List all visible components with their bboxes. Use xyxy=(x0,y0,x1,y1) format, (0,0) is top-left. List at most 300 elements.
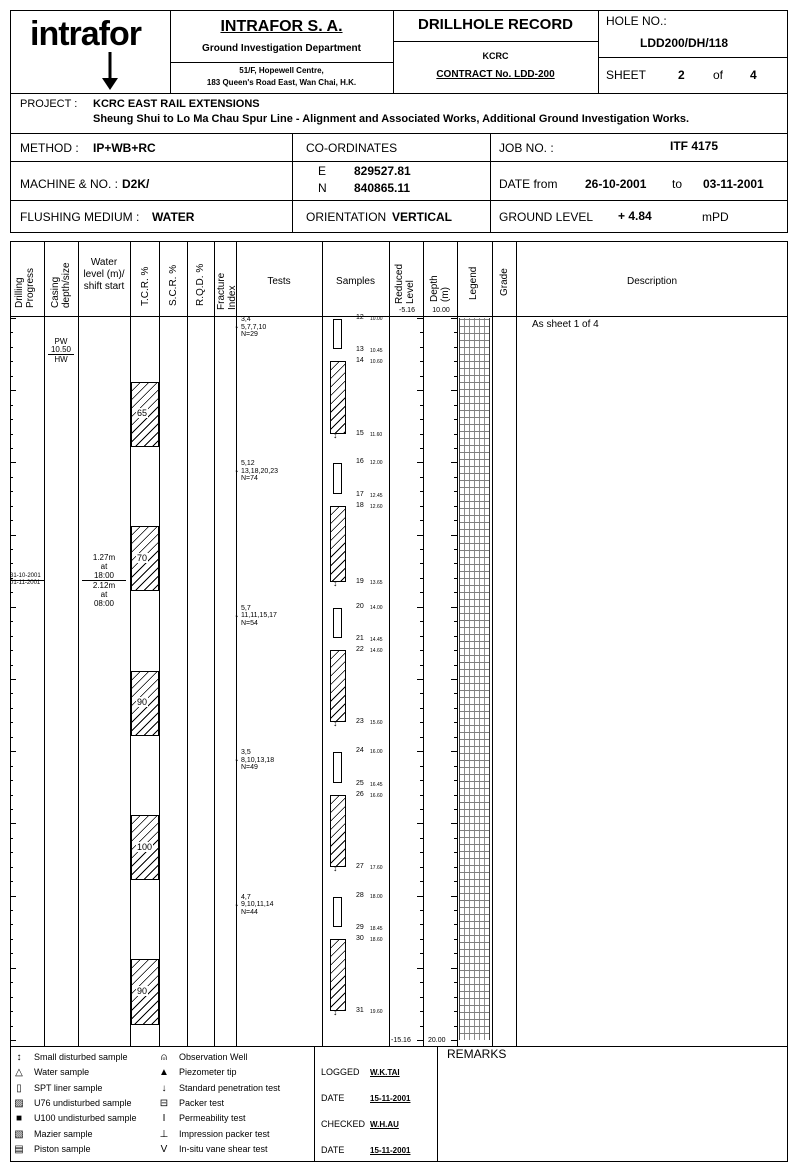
spt-line: 5,7,7,10 xyxy=(241,323,267,331)
water-level-2: 2.12m at 08:00 xyxy=(92,581,116,608)
depth-tick xyxy=(10,780,13,781)
small-disturbed-sample-icon: ↕ xyxy=(333,429,338,440)
depth-tick xyxy=(420,549,423,550)
sample-number: 16 xyxy=(356,458,364,466)
depth-tick xyxy=(420,405,423,406)
company-name: INTRAFOR S. A. xyxy=(220,18,343,35)
depth-tick xyxy=(10,506,13,507)
logged-label: LOGGED xyxy=(321,1067,360,1077)
depth-tick xyxy=(454,636,457,637)
ground-level-value: + 4.84 xyxy=(618,209,652,223)
depth-tick xyxy=(454,838,457,839)
depth-tick xyxy=(454,867,457,868)
key-label: Standard penetration test xyxy=(179,1082,281,1093)
key-item xyxy=(157,1052,247,1063)
key-item xyxy=(12,1113,137,1124)
method-label: METHOD : xyxy=(20,141,79,155)
date-from: 26-10-2001 xyxy=(585,177,647,191)
spt-line: N=74 xyxy=(241,475,258,483)
depth-tick xyxy=(420,795,423,796)
ground-level-unit: mPD xyxy=(702,210,729,224)
hole-no: LDD200/DH/118 xyxy=(640,36,729,50)
depth-tick xyxy=(454,376,457,377)
depth-tick xyxy=(451,318,457,319)
depth-tick xyxy=(10,795,13,796)
depth-tick xyxy=(451,390,457,391)
address-line-1: 51/F, Hopewell Centre, xyxy=(239,66,324,75)
spt-arrow-icon: ↓ xyxy=(234,319,240,331)
project-name: KCRC EAST RAIL EXTENSIONS xyxy=(93,98,260,110)
depth-tick xyxy=(420,1026,423,1027)
depth-tick xyxy=(10,636,13,637)
job-no-label: JOB NO. : xyxy=(499,141,554,155)
depth-tick xyxy=(420,665,423,666)
depth-tick xyxy=(420,809,423,810)
job-no: ITF 4175 xyxy=(670,139,719,153)
depth-tick xyxy=(10,491,13,492)
sample-depth: 12.00 xyxy=(370,460,383,467)
col-tcr: T.C.R. % xyxy=(140,266,151,306)
small-disturbed-sample-icon: ↕ xyxy=(333,577,338,588)
sample-depth: 12.60 xyxy=(370,503,383,510)
depth-tick xyxy=(420,520,423,521)
depth-tick xyxy=(417,968,423,969)
spt-line: 5,7 xyxy=(241,604,251,612)
sample-depth: 16.60 xyxy=(370,792,383,799)
key-item xyxy=(157,1144,268,1155)
machine-label: MACHINE & NO. : xyxy=(20,177,119,191)
depth-tick xyxy=(451,462,457,463)
spt-test-blows xyxy=(241,894,274,917)
depth-tick xyxy=(420,939,423,940)
depth-tick xyxy=(451,751,457,752)
sample-number: 28 xyxy=(356,891,364,899)
depth-tick xyxy=(417,679,423,680)
col-scr: S.C.R. % xyxy=(168,264,179,306)
key-label: Impression packer test xyxy=(179,1128,270,1139)
key-item xyxy=(12,1052,128,1063)
logo-arrow-icon xyxy=(102,52,118,97)
depth-tick xyxy=(420,881,423,882)
depth-tick xyxy=(420,578,423,579)
piston-sample-icon: ▤ xyxy=(14,1143,24,1155)
depth-tick xyxy=(10,549,13,550)
project-detail: Sheung Shui to Lo Ma Chau Spur Line - Alignment and Associated Works, Additional Ground Investigation Works. xyxy=(93,113,690,125)
date2-label: DATE xyxy=(321,1145,345,1155)
depth-tick xyxy=(10,766,13,767)
col-tests: Tests xyxy=(267,276,291,287)
depth-tick xyxy=(454,910,457,911)
sample-depth: 18.60 xyxy=(370,936,383,943)
depth-tick xyxy=(417,462,423,463)
tcr-value: 100 xyxy=(137,841,153,852)
depth-tick xyxy=(10,881,13,882)
depth-tick xyxy=(454,448,457,449)
sample-depth: 19.60 xyxy=(370,1009,383,1016)
depth-tick xyxy=(454,578,457,579)
water-level-1: 1.27m at 18:00 xyxy=(92,553,116,580)
spt-line: N=49 xyxy=(241,764,258,772)
depth-tick xyxy=(10,997,13,998)
sheet-of-label: of xyxy=(713,68,724,82)
sample-number: 17 xyxy=(356,490,364,498)
tcr-value: 70 xyxy=(137,552,148,563)
sample-number: 12 xyxy=(356,314,364,321)
depth-tick xyxy=(10,607,16,608)
northing-label: N xyxy=(318,181,327,195)
date1-label: DATE xyxy=(321,1093,345,1103)
spt-liner-sample-icon: ▯ xyxy=(16,1082,22,1094)
key-label: Packer test xyxy=(179,1097,225,1108)
depth-tick xyxy=(10,896,16,897)
sample-number: 26 xyxy=(356,790,364,798)
spt-line: 11,11,15,17 xyxy=(241,612,277,620)
key-label: In-situ vane shear test xyxy=(179,1143,268,1154)
spt-arrow-icon: ↓ xyxy=(234,463,240,476)
department: Ground Investigation Department xyxy=(202,43,361,54)
depth-tick xyxy=(10,347,13,348)
sample-depth: 12.45 xyxy=(370,492,383,499)
depth-tick xyxy=(10,809,13,810)
mazier-sample xyxy=(330,939,346,1011)
sample-number: 23 xyxy=(356,718,364,726)
sample-depth: 17.60 xyxy=(370,864,383,871)
depth-tick xyxy=(420,477,423,478)
packer-test-icon: ⊟ xyxy=(159,1097,169,1109)
key-label: Observation Well xyxy=(179,1052,248,1062)
depth-tick xyxy=(454,809,457,810)
spt-line: N=54 xyxy=(241,619,258,627)
remarks-label: REMARKS xyxy=(447,1047,507,1061)
spt-line: 13,18,20,23 xyxy=(241,467,278,475)
sample-number: 13 xyxy=(356,346,364,354)
depth-tick xyxy=(454,1011,457,1012)
sample-number: 27 xyxy=(356,862,364,870)
checked-date: 15-11-2001 xyxy=(370,1146,411,1155)
depth-tick xyxy=(420,506,423,507)
depth-tick xyxy=(420,1011,423,1012)
sample-number: 15 xyxy=(356,429,364,437)
machine-value: D2K/ xyxy=(122,177,150,191)
depth-tick xyxy=(10,361,13,362)
checked-label: CHECKED xyxy=(321,1119,366,1129)
key-label: U76 undisturbed sample xyxy=(34,1097,132,1108)
depth-tick xyxy=(10,679,16,680)
key-item xyxy=(157,1113,246,1124)
depth-tick xyxy=(10,693,13,694)
sample-number: 31 xyxy=(356,1007,364,1015)
orientation-label: ORIENTATION xyxy=(306,210,387,224)
depth-tick xyxy=(420,376,423,377)
mazier-sample xyxy=(330,650,346,722)
vane-shear-icon: V xyxy=(160,1143,168,1155)
depth-tick xyxy=(417,607,423,608)
depth-tick xyxy=(454,924,457,925)
key-item xyxy=(12,1144,91,1155)
depth-tick xyxy=(417,751,423,752)
depth-tick xyxy=(10,910,13,911)
depth-tick xyxy=(417,823,423,824)
depth-tick xyxy=(454,405,457,406)
depth-tick xyxy=(454,852,457,853)
depth-tick xyxy=(420,650,423,651)
sample-depth: 16.00 xyxy=(370,749,383,756)
depth-tick xyxy=(420,621,423,622)
depth-tick xyxy=(454,477,457,478)
depth-tick xyxy=(454,506,457,507)
progress-date-2: 01-11-2001 xyxy=(10,580,41,586)
depth-tick xyxy=(454,592,457,593)
depth-tick xyxy=(454,434,457,435)
flushing-label: FLUSHING MEDIUM : xyxy=(20,210,140,224)
spt-line: 5,12 xyxy=(241,460,255,468)
top-depth: 10.00 xyxy=(432,307,450,314)
depth-tick xyxy=(420,636,423,637)
top-reduced-level: -5.16 xyxy=(399,307,415,314)
depth-tick xyxy=(454,491,457,492)
progress-date-1: 31-10-2001 xyxy=(10,573,41,579)
log-table xyxy=(10,241,788,1047)
depth-tick xyxy=(454,563,457,564)
depth-tick xyxy=(10,563,13,564)
depth-tick xyxy=(454,520,457,521)
sample-depth: 15.60 xyxy=(370,720,383,727)
depth-tick xyxy=(420,982,423,983)
depth-tick xyxy=(420,332,423,333)
spt-liner-sample xyxy=(333,752,342,782)
key-label: Piston sample xyxy=(34,1143,91,1154)
depth-tick xyxy=(420,780,423,781)
depth-tick xyxy=(10,520,13,521)
sample-depth: 18.45 xyxy=(370,926,383,933)
mazier-sample xyxy=(330,795,346,867)
depth-tick xyxy=(10,592,13,593)
logged-by: W.K.TAI xyxy=(370,1068,400,1077)
depth-tick xyxy=(454,737,457,738)
spt-line: N=44 xyxy=(241,908,258,916)
sample-depth: 18.00 xyxy=(370,893,383,900)
depth-tick xyxy=(10,434,13,435)
key-item xyxy=(157,1098,224,1109)
spt-line: N=29 xyxy=(241,331,258,338)
sample-depth: 10.60 xyxy=(370,359,383,366)
sample-number: 20 xyxy=(356,602,364,610)
depth-tick xyxy=(454,693,457,694)
depth-tick xyxy=(420,910,423,911)
depth-tick xyxy=(420,997,423,998)
date-from-label: DATE from xyxy=(499,177,558,191)
col-samples: Samples xyxy=(336,276,375,287)
key-item xyxy=(12,1098,132,1109)
spt-line: 9,10,11,14 xyxy=(241,901,274,909)
depth-tick xyxy=(10,650,13,651)
depth-tick xyxy=(420,766,423,767)
depth-tick xyxy=(10,318,16,319)
depth-tick xyxy=(451,607,457,608)
depth-tick xyxy=(454,621,457,622)
depth-tick xyxy=(10,852,13,853)
spt-line: 8,10,13,18 xyxy=(241,756,275,764)
depth-tick xyxy=(420,347,423,348)
depth-tick xyxy=(420,419,423,420)
tcr-value: 65 xyxy=(137,408,148,419)
hole-no-label: HOLE NO.: xyxy=(606,14,667,28)
checked-by: W.H.AU xyxy=(370,1120,399,1129)
sample-number: 29 xyxy=(356,924,364,932)
project-label: PROJECT : xyxy=(20,98,78,110)
legend-soil-pattern xyxy=(459,318,490,1040)
depth-tick xyxy=(417,318,423,319)
small-disturbed-sample-icon: ↕ xyxy=(333,862,338,873)
sample-number: 21 xyxy=(356,635,364,643)
depth-tick xyxy=(420,953,423,954)
easting-label: E xyxy=(318,164,327,178)
small-disturbed-sample-icon: ↕ xyxy=(16,1052,22,1063)
depth-tick xyxy=(451,1040,457,1041)
col-rqd: R.Q.D. % xyxy=(195,263,206,306)
spt-arrow-icon: ↓ xyxy=(234,607,240,620)
mazier-sample xyxy=(330,506,346,582)
spt-test-icon: ↓ xyxy=(161,1082,167,1094)
spt-arrow-icon: ↓ xyxy=(234,752,240,765)
depth-tick xyxy=(454,332,457,333)
casing-depth: 10.50 xyxy=(50,345,72,354)
impression-packer-icon: ⊥ xyxy=(159,1128,169,1140)
depth-tick xyxy=(451,896,457,897)
depth-tick xyxy=(420,867,423,868)
sample-depth: 14.60 xyxy=(370,648,383,655)
small-disturbed-sample-icon: ↕ xyxy=(333,718,338,729)
depth-tick xyxy=(451,679,457,680)
depth-tick xyxy=(420,361,423,362)
key-label: Piezometer tip xyxy=(179,1067,237,1078)
depth-tick xyxy=(454,997,457,998)
mazier-sample-icon: ▧ xyxy=(14,1128,24,1140)
depth-tick xyxy=(417,390,423,391)
depth-tick xyxy=(454,549,457,550)
key-item xyxy=(12,1067,89,1078)
depth-tick xyxy=(10,1011,13,1012)
easting-value: 829527.81 xyxy=(354,164,411,178)
depth-tick xyxy=(454,982,457,983)
bottom-reduced-level: -15.16 xyxy=(391,1037,411,1044)
depth-tick xyxy=(10,823,16,824)
depth-tick xyxy=(10,982,13,983)
col-water-level: Water level (m)/ shift start xyxy=(83,257,125,292)
water-sample-icon: △ xyxy=(15,1067,23,1079)
col-fracture-index: Fracture Index xyxy=(216,272,238,310)
depth-tick xyxy=(454,361,457,362)
depth-tick xyxy=(420,722,423,723)
col-depth: Depth (m) xyxy=(429,275,451,302)
sample-depth: 14.00 xyxy=(370,604,383,611)
piezometer-tip-icon: ▲ xyxy=(159,1067,169,1079)
date-to-label: to xyxy=(672,177,683,191)
contract-number: CONTRACT No. LDD-200 xyxy=(436,69,555,80)
depth-tick xyxy=(454,953,457,954)
sheet-total: 4 xyxy=(750,68,757,82)
casing-size: HW xyxy=(54,355,68,364)
depth-tick xyxy=(10,448,13,449)
depth-tick xyxy=(10,838,13,839)
casing-pw: PW xyxy=(54,337,68,346)
u100-sample-icon: ■ xyxy=(15,1113,23,1125)
depth-tick xyxy=(454,708,457,709)
method-value: IP+WB+RC xyxy=(93,141,156,155)
depth-tick xyxy=(420,491,423,492)
sample-number: 22 xyxy=(356,646,364,654)
depth-tick xyxy=(10,332,13,333)
spt-test-blows xyxy=(241,749,274,772)
depth-tick xyxy=(10,621,13,622)
depth-tick xyxy=(10,953,13,954)
depth-tick xyxy=(10,737,13,738)
sample-depth: 13.65 xyxy=(370,579,383,586)
depth-tick xyxy=(420,448,423,449)
depth-tick xyxy=(420,737,423,738)
record-title: DRILLHOLE RECORD xyxy=(418,16,573,33)
depth-tick xyxy=(454,650,457,651)
depth-tick xyxy=(10,419,13,420)
col-grade: Grade xyxy=(499,268,510,296)
depth-tick xyxy=(454,766,457,767)
spt-liner-sample xyxy=(333,319,342,349)
depth-tick xyxy=(451,968,457,969)
sample-depth: 16.45 xyxy=(370,781,383,788)
col-reduced-level: Reduced Level xyxy=(394,263,416,304)
sample-number: 25 xyxy=(356,779,364,787)
sample-depth: 10.00 xyxy=(370,316,383,322)
bottom-depth: 20.00 xyxy=(428,1037,446,1044)
permeability-test-icon: I xyxy=(162,1113,166,1125)
key-label: Water sample xyxy=(34,1067,90,1078)
depth-tick xyxy=(420,563,423,564)
depth-tick xyxy=(454,665,457,666)
depth-tick xyxy=(454,722,457,723)
depth-tick xyxy=(454,347,457,348)
sample-number: 30 xyxy=(356,934,364,942)
key-item xyxy=(157,1083,280,1094)
spt-arrow-icon: ↓ xyxy=(234,896,240,909)
key-label: Permeability test xyxy=(179,1113,246,1124)
tcr-value: 90 xyxy=(137,697,148,708)
depth-tick xyxy=(10,968,16,969)
u76-sample-icon: ▨ xyxy=(14,1097,24,1109)
depth-tick xyxy=(454,780,457,781)
tcr-value: 90 xyxy=(137,985,148,996)
small-disturbed-sample-icon: ↕ xyxy=(333,1007,338,1018)
ground-level-label: GROUND LEVEL xyxy=(499,210,594,224)
client-name: KCRC xyxy=(482,51,509,61)
depth-tick xyxy=(454,795,457,796)
spt-line: 4,7 xyxy=(241,893,251,901)
depth-tick xyxy=(10,867,13,868)
depth-tick xyxy=(10,405,13,406)
depth-tick xyxy=(420,924,423,925)
northing-value: 840865.11 xyxy=(354,181,411,195)
col-drilling-progress: Drilling Progress xyxy=(14,267,36,308)
depth-tick xyxy=(10,477,13,478)
depth-tick xyxy=(10,390,16,391)
date-to: 03-11-2001 xyxy=(703,177,764,191)
depth-tick xyxy=(10,462,16,463)
key-label: U100 undisturbed sample xyxy=(34,1113,137,1124)
sheet-number: 2 xyxy=(678,68,685,82)
flushing-value: WATER xyxy=(152,210,195,224)
sample-number: 18 xyxy=(356,501,364,509)
sample-number: 24 xyxy=(356,747,364,755)
spt-test-blows xyxy=(241,316,266,339)
